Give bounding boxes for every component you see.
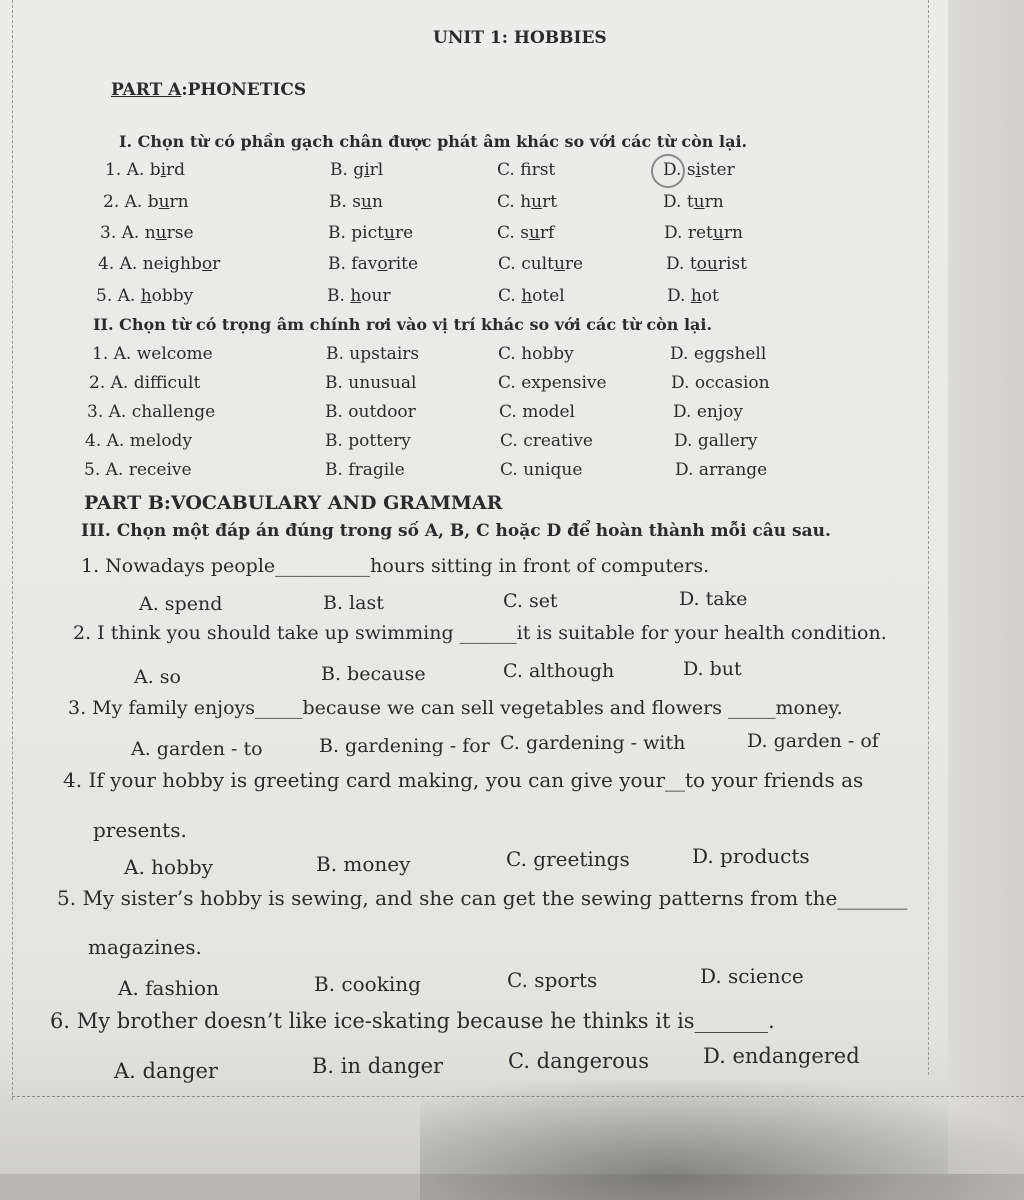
stress-q3-option-c: C. model <box>499 402 575 422</box>
grammar-q3-text: 3. My family enjoys_____because we can sell vegetables and flowers _____money. <box>68 697 843 719</box>
grammar-q6-option-b: B. in danger <box>312 1054 444 1078</box>
grammar-q2-text: 2. I think you should take up swimming ______it is suitable for your health condition. <box>73 622 887 644</box>
phonetics-q5-option-c: C. hotel <box>498 286 565 306</box>
underlined-letters: h <box>350 286 362 306</box>
stress-q4-option-d: D. gallery <box>674 431 758 451</box>
stress-q1-option-d: D. eggshell <box>670 344 767 364</box>
underlined-letters: i <box>695 160 701 180</box>
unit-title: UNIT 1: HOBBIES <box>433 28 607 48</box>
phonetics-q1-option-b: B. girl <box>330 160 384 180</box>
stress-q3-option-b: B. outdoor <box>325 402 416 422</box>
underlined-letters: u <box>155 223 167 243</box>
grammar-q5-text-cont: magazines. <box>88 935 202 959</box>
grammar-q4-text-cont: presents. <box>93 818 187 842</box>
stress-q1-option-c: C. hobby <box>498 344 574 364</box>
stress-q2-option-a: 2. A. difficult <box>89 373 201 393</box>
phonetics-q4-option-c: C. culture <box>498 254 584 274</box>
phonetics-q4-option-a: 4. A. neighbor <box>98 254 221 274</box>
underlined-letters: u <box>383 223 395 243</box>
grammar-q5-option-a: A. fashion <box>118 976 219 1000</box>
phonetics-q2-option-a: 2. A. burn <box>103 192 189 212</box>
underlined-letters: i <box>364 160 370 180</box>
phonetics-q1-option-c: C. frst <box>497 160 556 180</box>
grammar-q3-option-d: D. garden - of <box>747 730 879 752</box>
grammar-q3-option-a: A. garden - to <box>131 738 263 760</box>
part-a-title <box>111 82 306 99</box>
part-b-title: PART B:VOCABULARY AND GRAMMAR <box>84 492 503 514</box>
grammar-q3-option-b: B. gardening - for <box>319 735 490 757</box>
phonetics-q5-option-d: D. hot <box>667 286 719 306</box>
phonetics-q3-option-a: 3. A. nurse <box>100 223 194 243</box>
grammar-q5-option-c: C. sports <box>507 968 598 992</box>
stress-q5-option-c: C. unique <box>500 460 583 480</box>
grammar-q2-option-b: B. because <box>321 663 426 685</box>
grammar-q6-text: 6. My brother doesn’t like ice-skating because he thinks it is_______. <box>50 1009 775 1033</box>
section3-heading: III. Chọn một đáp án đúng trong số A, B, C hoặc D để hoàn thành mỗi câu sau. <box>81 521 831 541</box>
grammar-q2-option-d: D. but <box>683 658 742 680</box>
grammar-q4-option-b: B. money <box>316 852 411 876</box>
grammar-q4-text: 4. If your hobby is greeting card making, you can give your__to your friends as <box>63 768 864 792</box>
phonetics-q3-option-b: B. picture <box>328 223 414 243</box>
underlined-letters: ou <box>696 254 718 274</box>
underlined-letters: o <box>201 254 213 274</box>
grammar-q1-option-d: D. take <box>679 588 748 610</box>
dashed-border-left <box>12 0 13 1100</box>
part-a-label: PART A <box>111 80 182 100</box>
phonetics-q5-option-b: B. hour <box>327 286 391 306</box>
section2-heading: II. Chọn từ có trọng âm chính rơi vào vị trí khác so với các từ còn lại. <box>93 315 713 334</box>
phonetics-q1-option-d: D. sister <box>663 160 735 180</box>
stress-q4-option-a: 4. A. melody <box>85 431 193 451</box>
stress-q5-option-a: 5. A. receive <box>84 460 192 480</box>
stress-q1-option-b: B. upstairs <box>326 344 420 364</box>
phonetics-q4-option-b: B. favorite <box>328 254 419 274</box>
stress-q1-option-a: 1. A. welcome <box>92 344 213 364</box>
grammar-q4-option-a: A. hobby <box>124 855 213 879</box>
grammar-q1-text: 1. Nowadays people__________hours sitting in front of computers. <box>81 555 710 577</box>
underlined-letters: u <box>712 223 724 243</box>
underlined-letters: o <box>377 254 388 274</box>
stress-q3-option-d: D. enjoy <box>673 402 743 422</box>
stress-q2-option-b: B. unusual <box>325 373 417 393</box>
underlined-letters: u <box>528 223 540 243</box>
grammar-q4-option-d: D. products <box>692 844 810 868</box>
stress-q2-option-d: D. occasion <box>671 373 770 393</box>
stress-q5-option-b: B. fragile <box>325 460 405 480</box>
phonetics-q3-option-c: C. surf <box>497 223 555 243</box>
phonetics-q2-option-d: D. turn <box>663 192 724 212</box>
stress-q4-option-c: C. creative <box>500 431 593 451</box>
stress-q2-option-c: C. expensive <box>498 373 607 393</box>
grammar-q6-option-a: A. danger <box>114 1059 218 1083</box>
phonetics-q4-option-d: D. tourist <box>666 254 747 274</box>
grammar-q5-option-b: B. cooking <box>314 972 421 996</box>
underlined-letters: u <box>361 192 372 212</box>
phonetics-q2-option-b: B. sun <box>329 192 383 212</box>
underlined-letters: u <box>158 192 170 212</box>
grammar-q5-text: 5. My sister’s hobby is sewing, and she can get the sewing patterns from the_______ <box>57 886 908 910</box>
underlined-letters: h <box>140 286 152 306</box>
phonetics-q1-option-a: 1. A. bird <box>105 160 186 180</box>
part-a-name: :PHONETICS <box>181 80 307 100</box>
section1-heading: I. Chọn từ có phần gạch chân được phát âm khác so với các từ còn lại. <box>119 132 748 151</box>
grammar-q5-option-d: D. science <box>700 964 804 988</box>
dashed-border-right <box>928 0 929 1075</box>
grammar-q4-option-c: C. greetings <box>506 847 630 871</box>
grammar-q3-option-c: C. gardening - with <box>500 732 686 754</box>
grammar-q2-option-c: C. although <box>503 660 615 682</box>
grammar-q1-option-b: B. last <box>323 592 384 614</box>
underlined-letters: u <box>531 192 543 212</box>
grammar-q6-option-c: C. dangerous <box>508 1049 650 1073</box>
phonetics-q2-option-c: C. hurt <box>497 192 558 212</box>
grammar-q6-option-d: D. endangered <box>703 1044 860 1068</box>
underlined-letters: h <box>690 286 702 306</box>
stress-q5-option-d: D. arrange <box>675 460 768 480</box>
stress-q3-option-a: 3. A. challenge <box>87 402 216 422</box>
underlined-letters: u <box>693 192 705 212</box>
grammar-q1-option-c: C. set <box>503 590 558 612</box>
page-edge <box>948 0 1024 1174</box>
underlined-letters: u <box>553 254 565 274</box>
phonetics-q3-option-d: D. return <box>664 223 743 243</box>
grammar-q1-option-a: A. spend <box>139 593 223 615</box>
phonetics-q5-option-a: 5. A. hobby <box>96 286 194 306</box>
underlined-letters: i <box>160 160 167 180</box>
grammar-q2-option-a: A. so <box>134 666 181 688</box>
underlined-letters: h <box>521 286 533 306</box>
stress-q4-option-b: B. pottery <box>325 431 411 451</box>
photo-shadow <box>420 1080 1024 1200</box>
